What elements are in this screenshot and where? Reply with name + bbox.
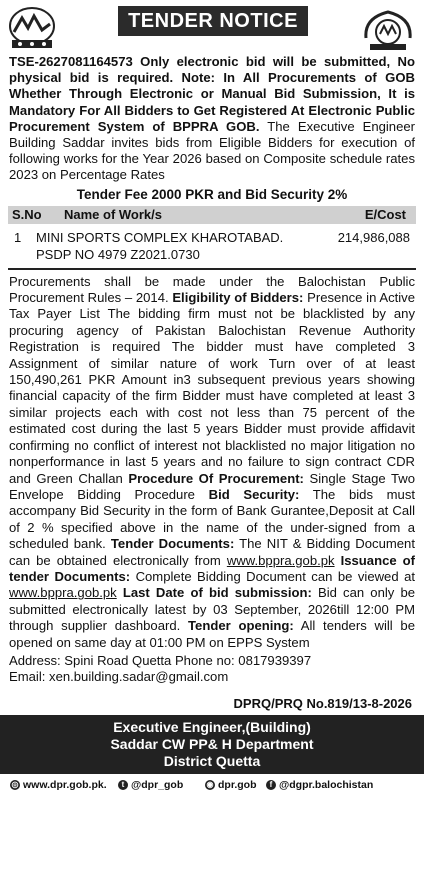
address-block [9,653,415,686]
email-line: Email: xen.building.sadar@gmail.com [9,669,229,685]
twitter-icon: t [118,780,128,790]
body-text: The bids must accompany Bid Security in the form of Bank Gurantee,Deposit at Call of 2 % specified above in the name of the under-signed from a scheduled bank. [9,486,416,552]
intro-paragraph [9,54,415,184]
last-date-heading: Last Date of bid submission: [116,585,312,601]
row-name-line1: MINI SPORTS COMPLEX KHAROTABAD. [36,229,284,245]
facebook-label: @dgpr.balochistan [279,778,374,791]
twitter-item[interactable] [118,779,183,791]
signature-district: District Quetta [163,752,261,769]
body-text: Complete Bidding Document can be viewed at [130,568,415,584]
body-text: Procurements shall be made under the Balochistan Public Procurement Rules – 2014. [9,273,415,306]
procedure-heading: Procedure Of Procurement: [128,470,304,486]
address-line: Address: Spini Road Quetta Phone no: 0817939397 [9,652,312,668]
facebook-item[interactable] [266,779,373,791]
signature-title: Executive Engineer,(Building) [113,718,311,735]
instagram-icon: ◉ [206,779,214,789]
intro-text: The Executive Engineer Building Saddar invites bids from Eligible Bidders for execution of following works for the Year 2026 based on Composite schedule rates 2023 on Percentage Rates [9,118,416,183]
reference-number: DPRQ/PRQ No.819/13-8-2026 [233,695,412,711]
body-text: All tenders will be opened on same day at 01:00 PM on EPPS System [9,618,415,650]
fee-line: Tender Fee 2000 PKR and Bid Security 2% [76,186,348,202]
bppra-link[interactable]: www.bppra.gob.pk [9,585,117,601]
instagram-label: dpr.gob [218,778,257,791]
table-row [8,228,416,264]
tender-documents-heading: Tender Documents: [110,536,235,552]
row-sno: 1 [14,229,22,245]
body-text: Single Stage Two Envelope Bidding Procedure [9,470,416,502]
row-cost: 214,986,088 [337,229,410,245]
bppra-link[interactable]: www.bppra.gob.pk [226,552,335,568]
eligibility-heading: Eligibility of Bidders: [172,290,304,306]
government-seal-right [362,8,414,52]
globe-icon: ◎ [11,779,19,789]
issuance-heading: Issuance of tender Documents: [9,552,415,584]
body-text: Presence in Active Tax Payer List The bidding firm must not be blacklisted by any procuring agency of Pakistan Balochistan Revenue Authority Registration is required The bidder must have completed 3 Assignment of similar nature of work Turn over of at least 150,490,261 PKR Amount in3 subsequent previous years showing financial capacity of the firm Bidder must have completed at least 3 similar projects each with cost not less than 75 percent of the estimated cost during the last 5 years Bidder must provide affidavit confirming no conflict of interest not blacklisted no major litigation no nonperformance in last 5 years and no failure to sign contract CDR and Green Challan [9,290,415,486]
header-name: Name of Work/s [64,206,163,222]
balochistan-logo-left [8,6,56,50]
divider [8,268,416,270]
signature-box [0,715,424,774]
body-text: Bid can only be submitted electronically latest by 03 September, 2026till 12:00 PM through supplier dashboard. [9,585,416,634]
website-label: www.dpr.gob.pk. [23,778,107,791]
page-title: TENDER NOTICE [118,6,308,36]
twitter-label: @dpr_gob [131,778,184,791]
social-bar [0,774,424,796]
body-text: The NIT & Bidding Document can be obtained electronically from [9,536,415,568]
header-sno: S.No [12,206,42,222]
tse-number: TSE-2627081164573 [9,54,133,69]
intro-bold-text: Only electronic bid will be submitted, No physical bid is required. Note: In All Procurements of GOB Whether Through Electronic or Manual Bid Submission, It is Mandatory For All Bidders to Get Registered At Electronic Public Procurement System of BPPRA GOB. [9,54,415,134]
instagram-item[interactable] [205,779,257,791]
header-cost: E/Cost [364,206,406,222]
bid-security-heading: Bid Security: [208,486,300,502]
facebook-icon: f [266,780,276,790]
website-item[interactable] [10,779,107,791]
table-header [8,206,416,224]
header [0,0,424,52]
signature-department: Saddar CW PP& H Department [110,735,314,752]
row-name-line2: PSDP NO 4979 Z2021.0730 [36,246,200,262]
tender-opening-heading: Tender opening: [188,618,294,634]
body-paragraph [9,274,415,651]
